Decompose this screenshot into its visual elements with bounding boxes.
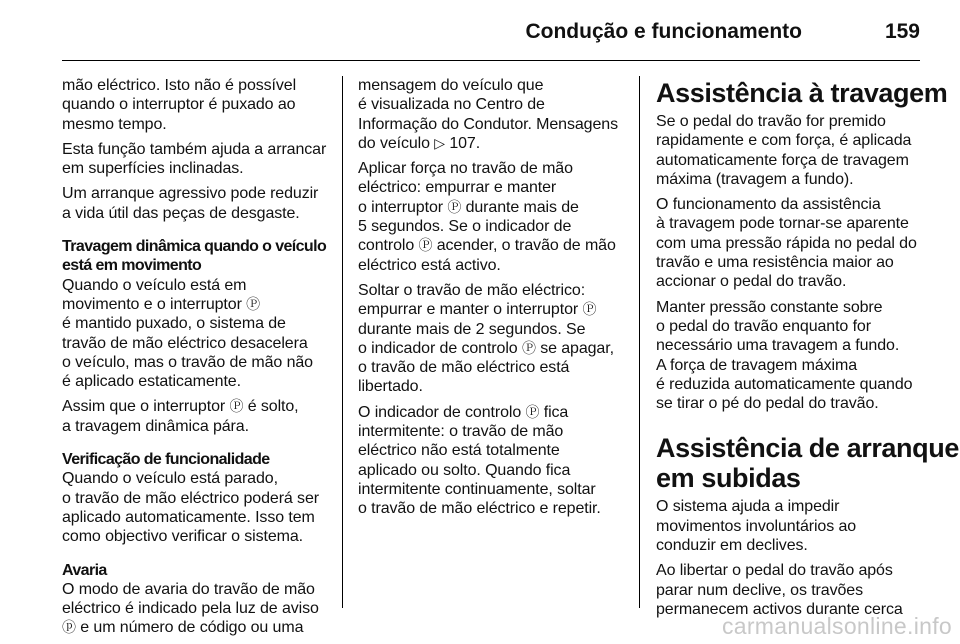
column-divider bbox=[342, 76, 343, 608]
column-3 bbox=[656, 78, 959, 625]
paragraph: Quando o veículo está em movimento e o interruptor Ⓟ é mantido puxado, o sistema de travão de mão eléctrico desacelera o veículo, mas o travão de mão não é aplicado estaticamente. bbox=[62, 276, 313, 391]
paragraph: Ao libertar o pedal do travão após parar num declive, os travões permanecem activos durante cerca bbox=[656, 562, 903, 618]
subheading-dynamic-braking: Travagem dinâmica quando o veículo está em movimento bbox=[62, 238, 327, 275]
heading-hill-start-assist: Assistência de arranque em subidas bbox=[656, 433, 959, 494]
column-1 bbox=[62, 76, 334, 644]
paragraph: Assim que o interruptor Ⓟ é solto, a travagem dinâmica pára. bbox=[62, 398, 299, 435]
paragraph: Se o pedal do travão for premido rapidamente e com força, é aplicada automaticamente força de travagem máxima (travagem a fundo). bbox=[656, 113, 912, 188]
subheading-fault: Avaria bbox=[62, 561, 107, 579]
page-header-title: Condução e funcionamento bbox=[525, 20, 802, 43]
parking-brake-icon: Ⓟ bbox=[582, 301, 597, 318]
header-rule bbox=[62, 60, 920, 61]
warning-light-icon: ⓟ bbox=[62, 619, 76, 636]
paragraph: Esta função também ajuda a arrancar em superfícies inclinadas. bbox=[62, 140, 327, 178]
parking-brake-icon: Ⓟ bbox=[418, 237, 433, 254]
paragraph: mão eléctrico. Isto não é possível quando o interruptor é puxado ao mesmo tempo. bbox=[62, 77, 297, 133]
paragraph: Manter pressão constante sobre o pedal do travão enquanto for necessário uma travagem a fundo. A força de travagem máxima é reduzida automaticamente quando se tirar o pé do pedal do travão. bbox=[656, 298, 913, 413]
column-divider bbox=[639, 76, 640, 608]
parking-brake-icon: Ⓟ bbox=[525, 403, 540, 420]
parking-brake-icon: Ⓟ bbox=[447, 198, 462, 215]
column-2 bbox=[358, 76, 630, 525]
parking-brake-icon: Ⓟ bbox=[229, 398, 244, 415]
paragraph: Aplicar força no travão de mão eléctrico: empurrar e manter o interruptor Ⓟ durante mais de 5 segundos. Se o indicador de controlo Ⓟ acender, o travão de mão eléctrico está activo. bbox=[358, 160, 616, 274]
paragraph: O modo de avaria do travão de mão eléctrico é indicado pela luz de aviso ⓟ e um número de código ou uma bbox=[62, 580, 319, 637]
parking-brake-icon: Ⓟ bbox=[246, 295, 261, 312]
subheading-function-check: Verificação de funcionalidade bbox=[62, 451, 270, 469]
paragraph: O indicador de controlo Ⓟ fica intermitente: o travão de mão eléctrico não está totalmente aplicado ou solto. Quando fica intermitente continuamente, soltar o travão de mão eléctrico e repetir. bbox=[358, 403, 601, 518]
paragraph: Quando o veículo está parado, o travão de mão eléctrico poderá ser aplicado automaticamente. Isso tem como objectivo verificar o sistema. bbox=[62, 470, 319, 546]
paragraph: O sistema ajuda a impedir movimentos involuntários ao conduzir em declives. bbox=[656, 498, 857, 555]
watermark: carmanualsonline.info bbox=[721, 613, 952, 639]
paragraph: O funcionamento da assistência à travagem pode tornar-se aparente com uma pressão rápida no pedal do travão e uma resistência maior ao accionar o pedal do travão. bbox=[656, 196, 917, 291]
paragraph: Soltar o travão de mão eléctrico: empurrar e manter o interruptor Ⓟ durante mais de 2 segundos. Se o indicador de controlo Ⓟ se apagar, o travão de mão eléctrico está libertado. bbox=[358, 281, 614, 396]
paragraph: mensagem do veículo que é visualizada no Centro de Informação do Condutor. Mensagens do veículo ▷ 107. bbox=[358, 77, 618, 152]
heading-brake-assist: Assistência à travagem bbox=[656, 78, 948, 108]
parking-brake-icon: Ⓟ bbox=[521, 339, 536, 356]
page-number: 159 bbox=[884, 20, 920, 43]
page-reference-icon: ▷ bbox=[434, 134, 445, 151]
paragraph: Um arranque agressivo pode reduzir a vida útil das peças de desgaste. bbox=[62, 185, 319, 222]
